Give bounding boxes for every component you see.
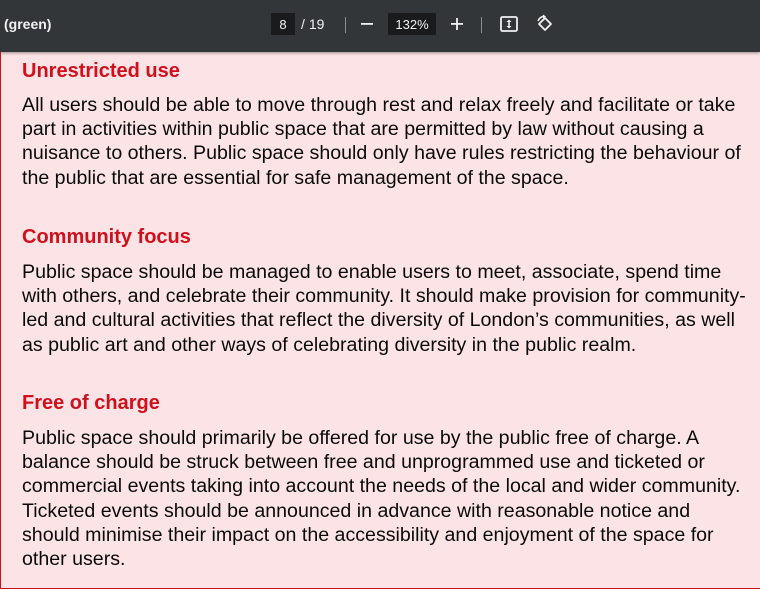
- plus-icon: [450, 17, 464, 31]
- rotate-button[interactable]: [533, 12, 557, 36]
- minus-icon: [360, 17, 374, 31]
- section-heading-community-focus: Community focus: [22, 226, 191, 248]
- zoom-out-button[interactable]: [355, 12, 379, 36]
- section-body-unrestricted-use: All users should be able to move through rest and relax freely and facilitate or take part in activities within public space that are permitted by law without causing a nuisance to others. Public space should only have rules restricting the behaviour of the public that are essential for safe management of the space.: [22, 94, 741, 189]
- fit-to-page-icon: [499, 14, 519, 34]
- page-total: 19: [308, 16, 325, 32]
- section-body-community-focus: Public space should be managed to enable users to meet, associate, spend time with others, and celebrate their community. It should make provision for community-led and cultural activities that reflect the diversity of London’s communities, as well as public art and other ways of celebrating diversity in the public realm.: [22, 261, 746, 356]
- page-number-input[interactable]: [271, 13, 295, 35]
- section-heading-unrestricted-use: Unrestricted use: [22, 60, 180, 82]
- zoom-level-input[interactable]: [388, 13, 436, 35]
- document-title: (green): [4, 16, 52, 32]
- section-body-free-of-charge: Public space should primarily be offered for use by the public free of charge. A balance should be struck between free and unprogrammed use and ticketed or commercial events taking into account the needs of the local and wider community. Ticketed events should be announced in advance with reasonable notice and should minimise their impact on the accessibility and enjoyment of the space for other users.: [22, 427, 741, 571]
- pdf-page: [0, 52, 760, 589]
- rotate-icon: [535, 14, 555, 34]
- zoom-in-button[interactable]: [445, 12, 469, 36]
- toolbar-divider: [481, 17, 482, 33]
- page-navigator: [271, 13, 324, 35]
- pdf-toolbar: [0, 0, 760, 52]
- fit-to-page-button[interactable]: [497, 12, 521, 36]
- section-heading-free-of-charge: Free of charge: [22, 392, 160, 414]
- toolbar-divider: [345, 17, 346, 33]
- page-separator: /: [301, 16, 305, 32]
